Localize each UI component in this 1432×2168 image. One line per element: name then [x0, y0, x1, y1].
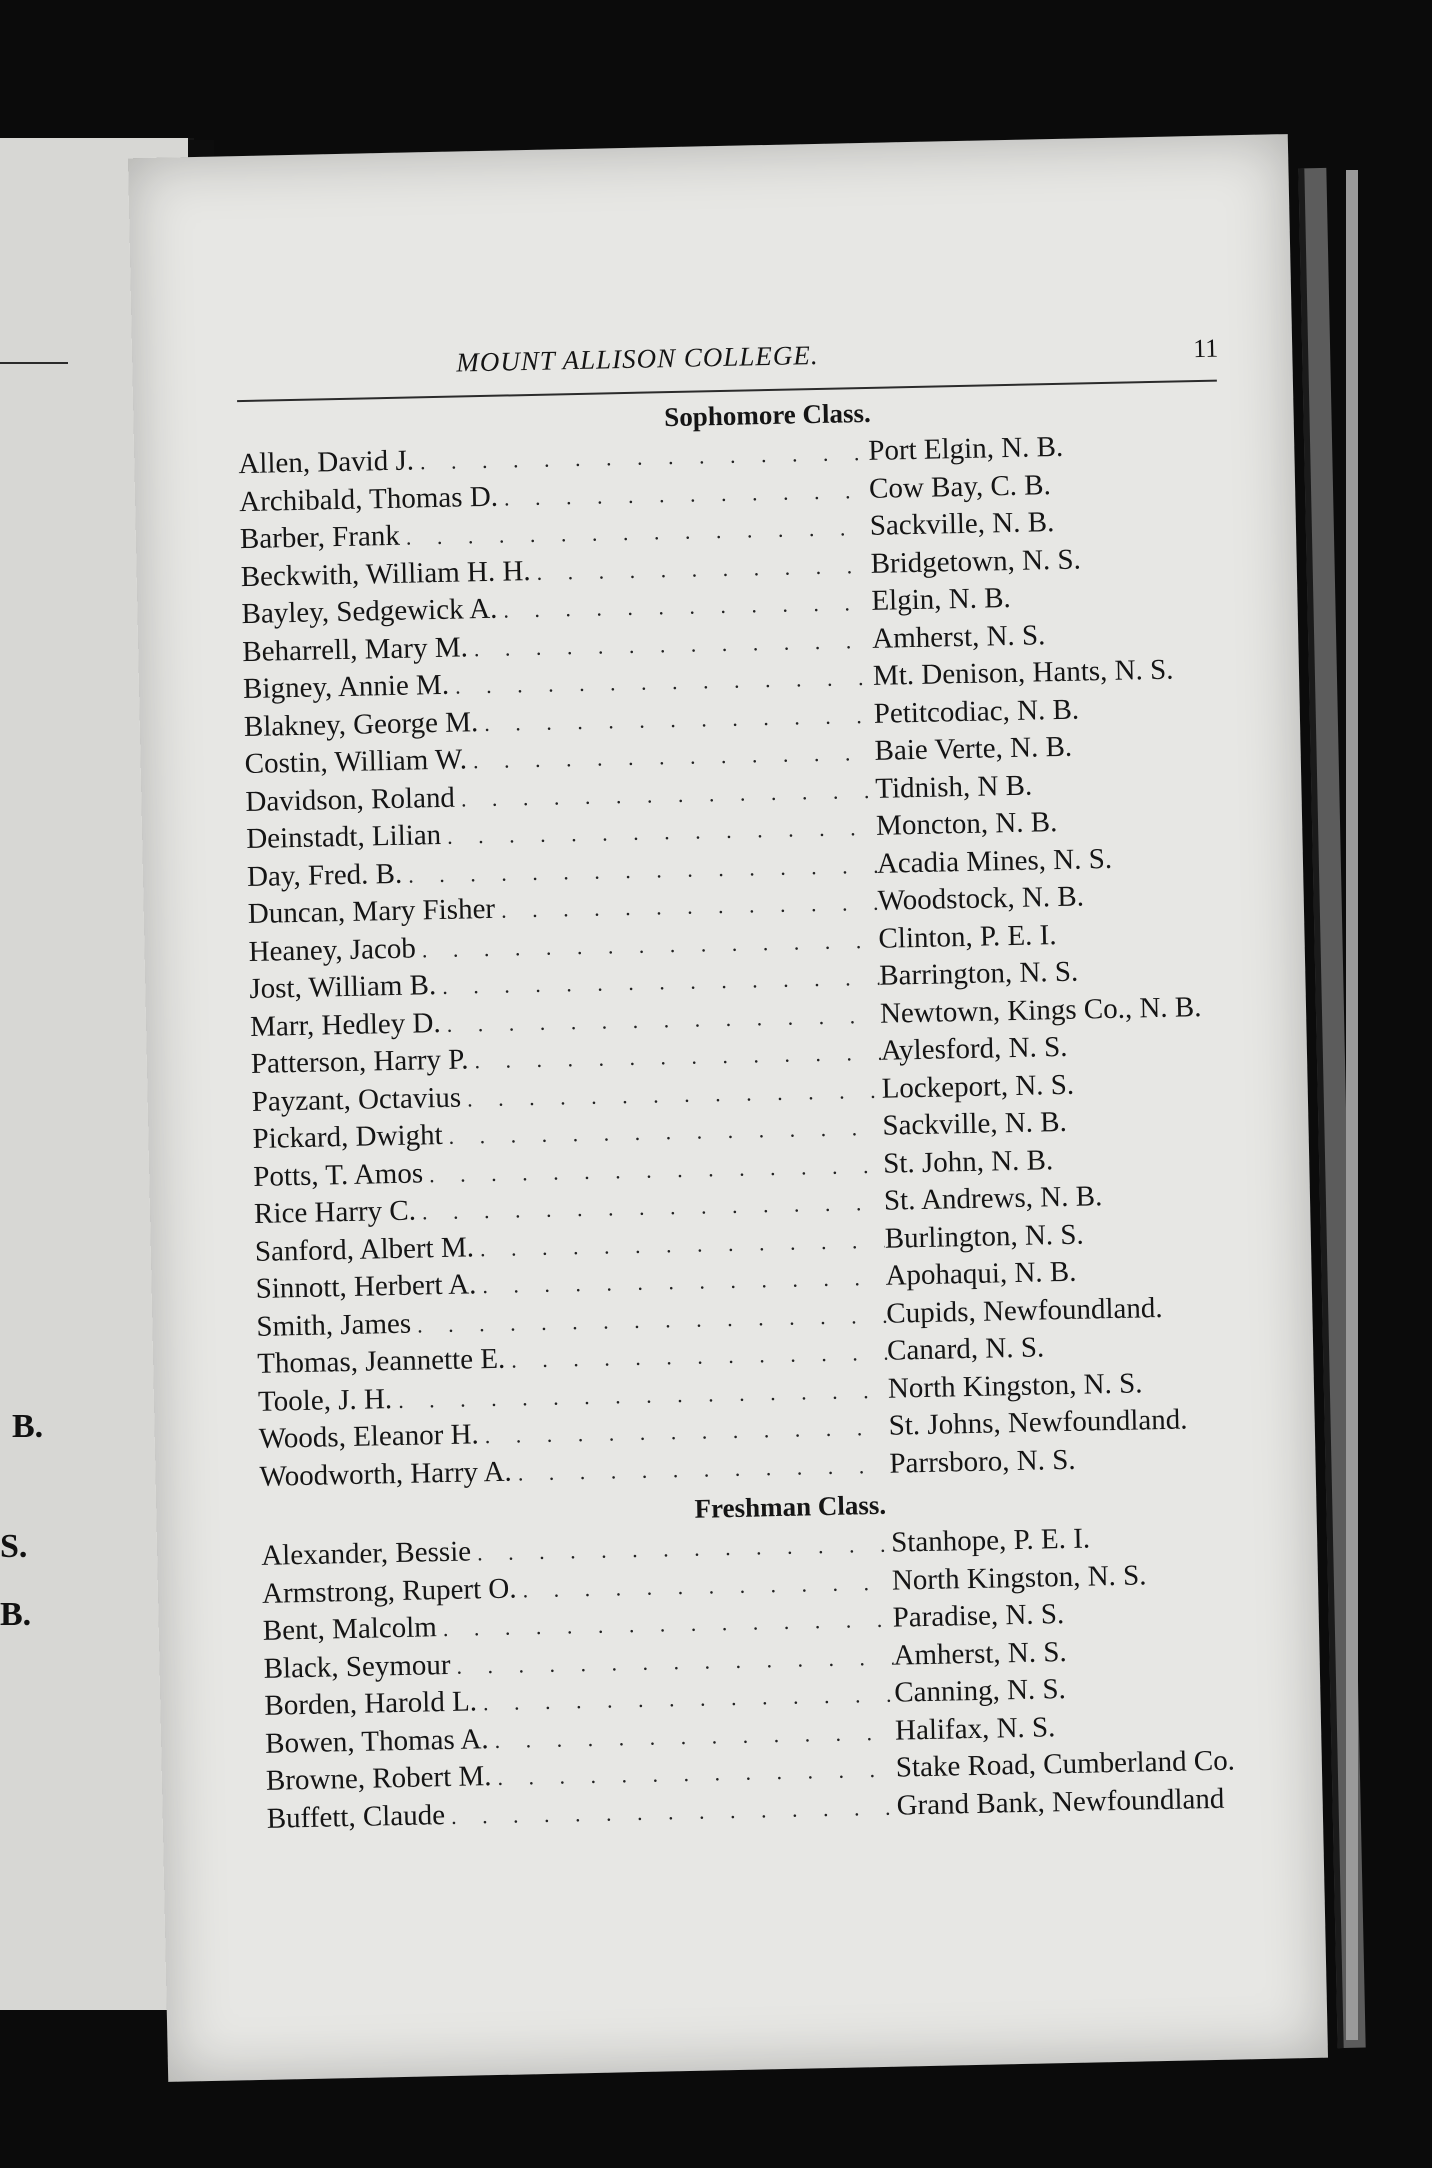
facing-page-fragment: S.	[0, 1528, 28, 1565]
student-hometown: Grand Bank, Newfoundland	[896, 1782, 1225, 1822]
student-hometown: Canard, N. S.	[886, 1331, 1045, 1367]
student-hometown: North Kingston, N. S.	[887, 1366, 1143, 1405]
student-name: Bayley, Sedgewick A.	[241, 592, 498, 631]
student-name: Rice Harry C.	[253, 1194, 417, 1230]
student-name: Bent, Malcolm	[262, 1611, 438, 1647]
student-hometown: Newtown, Kings Co., N. B.	[879, 990, 1202, 1030]
student-name: Duncan, Mary Fisher	[247, 892, 496, 931]
student-hometown: Barrington, N. S.	[878, 955, 1079, 992]
student-name: Alexander, Bessie	[260, 1535, 472, 1572]
student-name: Sanford, Albert M.	[254, 1230, 475, 1268]
student-hometown: St. John, N. B.	[882, 1143, 1054, 1180]
student-hometown: Mt. Denison, Hants, N. S.	[872, 653, 1174, 692]
student-hometown: Baie Verte, N. B.	[874, 730, 1073, 767]
student-name: Armstrong, Rupert O.	[261, 1572, 517, 1610]
student-hometown: Sackville, N. B.	[882, 1105, 1068, 1142]
student-name: Buffett, Claude	[266, 1798, 446, 1835]
facing-page-fragment: B.	[0, 1596, 32, 1633]
student-name: Day, Fred. B.	[246, 857, 403, 893]
student-name: Woods, Eleanor H.	[258, 1418, 480, 1455]
student-hometown: Petitcodiac, N. B.	[873, 693, 1080, 730]
student-hometown: Port Elgin, N. B.	[867, 430, 1064, 467]
student-hometown: Halifax, N. S.	[894, 1710, 1056, 1747]
student-name: Bigney, Annie M.	[242, 668, 450, 706]
running-title: MOUNT ALLISON COLLEGE.	[456, 339, 819, 378]
student-name: Allen, David J.	[238, 444, 415, 481]
student-hometown: Sackville, N. B.	[869, 506, 1055, 542]
student-name: Beckwith, William H. H.	[240, 554, 531, 593]
student-name: Payzant, Octavius	[251, 1081, 462, 1118]
student-name: Black, Seymour	[263, 1648, 451, 1685]
student-hometown: Amherst, N. S.	[871, 618, 1046, 655]
student-list	[261, 1517, 1267, 1838]
student-name: Toole, J. H.	[257, 1382, 393, 1418]
student-list	[238, 425, 1260, 1496]
student-hometown: Paradise, N. S.	[892, 1598, 1065, 1634]
student-name: Davidson, Roland	[245, 781, 456, 818]
book-page	[128, 134, 1328, 2082]
dot-leader	[445, 1788, 897, 1835]
student-name: Potts, T. Amos	[252, 1156, 424, 1193]
section-sophomore	[237, 387, 1260, 1496]
student-name: Sinnott, Herbert A.	[255, 1268, 477, 1305]
student-name: Patterson, Harry P.	[250, 1043, 469, 1080]
page-content	[236, 331, 1267, 1838]
student-hometown: Lockeport, N. S.	[881, 1068, 1075, 1105]
student-name: Smith, James	[256, 1307, 412, 1343]
student-hometown: Canning, N. S.	[893, 1673, 1067, 1709]
student-hometown: Tidnish, N B.	[875, 769, 1033, 805]
student-hometown: St. Johns, Newfoundland.	[888, 1403, 1188, 1442]
student-hometown: Acadia Mines, N. S.	[876, 842, 1113, 880]
page-edge-inner	[1346, 170, 1358, 2040]
student-name: Heaney, Jacob	[248, 932, 417, 968]
section-title: Freshman Class.	[694, 1489, 887, 1524]
student-name: Deinstadt, Lilian	[245, 818, 442, 856]
page-number: 11	[1192, 333, 1219, 364]
student-hometown: Apohaqui, N. B.	[885, 1255, 1077, 1292]
student-hometown: Burlington, N. S.	[884, 1218, 1085, 1255]
student-name: Pickard, Dwight	[252, 1118, 443, 1155]
student-hometown: Moncton, N. B.	[875, 806, 1058, 842]
student-hometown: Amherst, N. S.	[893, 1635, 1067, 1672]
student-name: Bowen, Thomas A.	[264, 1722, 489, 1760]
student-name: Beharrell, Mary M.	[241, 630, 469, 668]
student-hometown: Parrsboro, N. S.	[889, 1443, 1076, 1480]
student-name: Browne, Robert M.	[265, 1760, 492, 1797]
student-hometown: Cow Bay, C. B.	[868, 468, 1052, 505]
student-hometown: St. Andrews, N. B.	[883, 1180, 1103, 1217]
student-hometown: Elgin, N. B.	[871, 581, 1012, 617]
student-hometown: North Kingston, N. S.	[891, 1558, 1147, 1597]
student-name: Marr, Hedley D.	[249, 1006, 441, 1043]
dot-leader	[511, 1446, 890, 1491]
student-name: Borden, Harold L.	[264, 1685, 478, 1722]
student-hometown: Woodstock, N. B.	[877, 880, 1085, 917]
facing-page-rule	[0, 362, 68, 364]
section-freshman	[260, 1479, 1267, 1838]
student-hometown: Bridgetown, N. S.	[870, 542, 1082, 580]
student-hometown: Stanhope, P. E. I.	[890, 1522, 1091, 1559]
student-name: Woodworth, Harry A.	[259, 1455, 513, 1493]
student-name: Blakney, George M.	[243, 705, 479, 743]
section-title: Sophomore Class.	[663, 397, 872, 433]
student-hometown: Aylesford, N. S.	[880, 1030, 1068, 1067]
student-hometown: Clinton, P. E. I.	[878, 918, 1057, 955]
student-name: Archibald, Thomas D.	[238, 480, 499, 518]
student-hometown: Cupids, Newfoundland.	[885, 1291, 1163, 1330]
student-name: Thomas, Jeannette E.	[256, 1342, 506, 1380]
student-name: Jost, William B.	[249, 969, 437, 1005]
student-hometown: Stake Road, Cumberland Co.	[895, 1744, 1236, 1784]
student-name: Barber, Frank	[239, 519, 401, 556]
facing-page-fragment: B.	[12, 1408, 44, 1445]
student-name: Costin, William W.	[244, 743, 468, 781]
